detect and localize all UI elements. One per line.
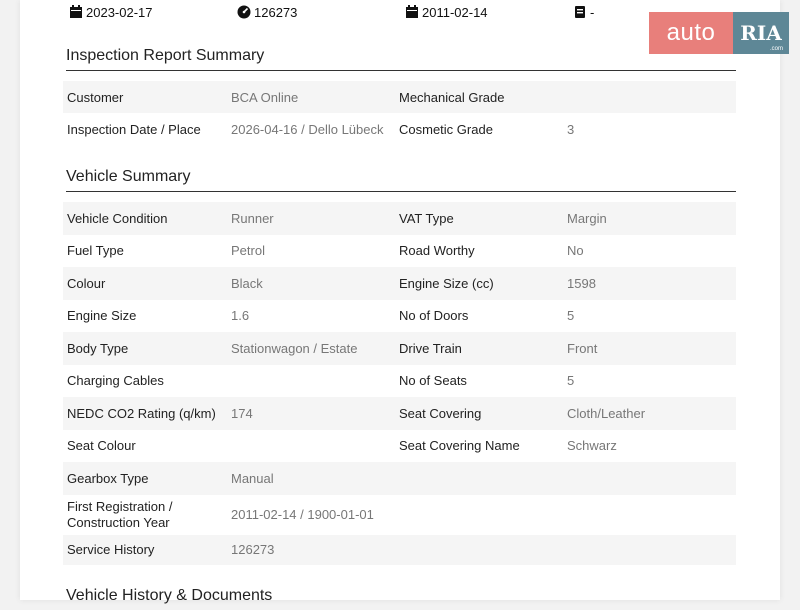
- table-row: [63, 535, 736, 565]
- meta-date-1: [69, 3, 153, 21]
- table-row: [63, 495, 736, 535]
- table-row: [63, 365, 736, 398]
- cell-value: 3: [567, 121, 575, 137]
- meta-date-2-value: 2011-02-14: [422, 4, 488, 20]
- table-row: [63, 332, 736, 365]
- calendar-icon: [405, 5, 419, 19]
- cell-value: Black: [231, 275, 263, 291]
- logo-ria-text: RIA: [740, 21, 782, 45]
- cell-value: Front: [567, 340, 598, 356]
- meta-odometer: [237, 3, 297, 21]
- cell-label: Seat Covering: [399, 405, 482, 421]
- meta-date-2: [405, 3, 488, 21]
- cell-label: No of Seats: [399, 373, 467, 389]
- table-row: [63, 300, 736, 333]
- cell-label: Body Type: [67, 340, 129, 356]
- table-row: [63, 397, 736, 430]
- cell-label: Vehicle Condition: [67, 210, 168, 226]
- cell-label: Charging Cables: [67, 373, 164, 389]
- cell-value: Cloth/Leather: [567, 405, 646, 421]
- book-icon: [573, 5, 587, 19]
- table-row: [63, 235, 736, 268]
- cell-label: Service History: [67, 542, 155, 557]
- cell-label: Drive Train: [399, 340, 462, 356]
- cell-value: BCA Online: [231, 89, 299, 105]
- history-section-title: Vehicle History & Documents: [66, 587, 273, 604]
- table-row: [63, 81, 736, 113]
- speedometer-icon: [237, 5, 251, 19]
- vehicle-section-title: Vehicle Summary: [66, 168, 736, 192]
- inspection-table: [63, 81, 736, 145]
- cell-value: 2026-04-16 / Dello Lübeck: [231, 121, 384, 137]
- meta-date-1-value: 2023-02-17: [86, 4, 153, 20]
- cell-value: 126273: [231, 542, 275, 557]
- cell-value: 2011-02-14 / 1900-01-01: [231, 506, 374, 522]
- cell-value: Margin: [567, 210, 607, 226]
- meta-book-value: -: [590, 4, 595, 20]
- cell-value: 1598: [567, 275, 596, 291]
- cell-value: No: [567, 243, 584, 259]
- table-row: [63, 202, 736, 235]
- table-row: [63, 267, 736, 300]
- table-row: [63, 462, 736, 495]
- cell-value: Manual: [231, 470, 274, 486]
- cell-value: 174: [231, 405, 253, 421]
- table-row: [63, 430, 736, 463]
- cell-label: Inspection Date / Place: [67, 121, 201, 137]
- calendar-icon: [69, 5, 83, 19]
- cell-label: Gearbox Type: [67, 470, 149, 486]
- cell-value: Schwarz: [567, 438, 617, 454]
- cell-label: Cosmetic Grade: [399, 121, 493, 137]
- cell-label: NEDC CO2 Rating (q/km): [67, 405, 216, 421]
- cell-value: Runner: [231, 210, 274, 226]
- meta-book: [573, 3, 594, 21]
- cell-label: Engine Size: [67, 308, 137, 324]
- cell-value: Stationwagon / Estate: [231, 340, 358, 356]
- cell-label: Mechanical Grade: [399, 89, 505, 105]
- cell-label: Colour: [67, 275, 106, 291]
- cell-value: Petrol: [231, 243, 265, 259]
- table-row: [63, 113, 736, 145]
- cell-value: 5: [567, 308, 575, 324]
- cell-label: Seat Covering Name: [399, 438, 520, 454]
- cell-value: 1.6: [231, 308, 250, 324]
- cell-label: Fuel Type: [67, 243, 124, 259]
- vehicle-table: [63, 202, 736, 565]
- logo-ria: [733, 12, 789, 54]
- logo-com: .com: [769, 46, 783, 52]
- meta-odometer-value: 126273: [254, 4, 298, 20]
- cell-label: Road Worthy: [399, 243, 475, 259]
- logo-auto: auto: [649, 12, 733, 54]
- cell-value: 5: [567, 373, 575, 389]
- cell-label: Engine Size (cc): [399, 275, 494, 291]
- cell-label: VAT Type: [399, 210, 454, 226]
- cell-label: No of Doors: [399, 308, 469, 324]
- inspection-section-title: Inspection Report Summary: [66, 47, 736, 71]
- cell-label: First Registration / Construction Year: [67, 498, 173, 530]
- cell-label: Seat Colour: [67, 438, 136, 454]
- cell-label: Customer: [67, 89, 124, 105]
